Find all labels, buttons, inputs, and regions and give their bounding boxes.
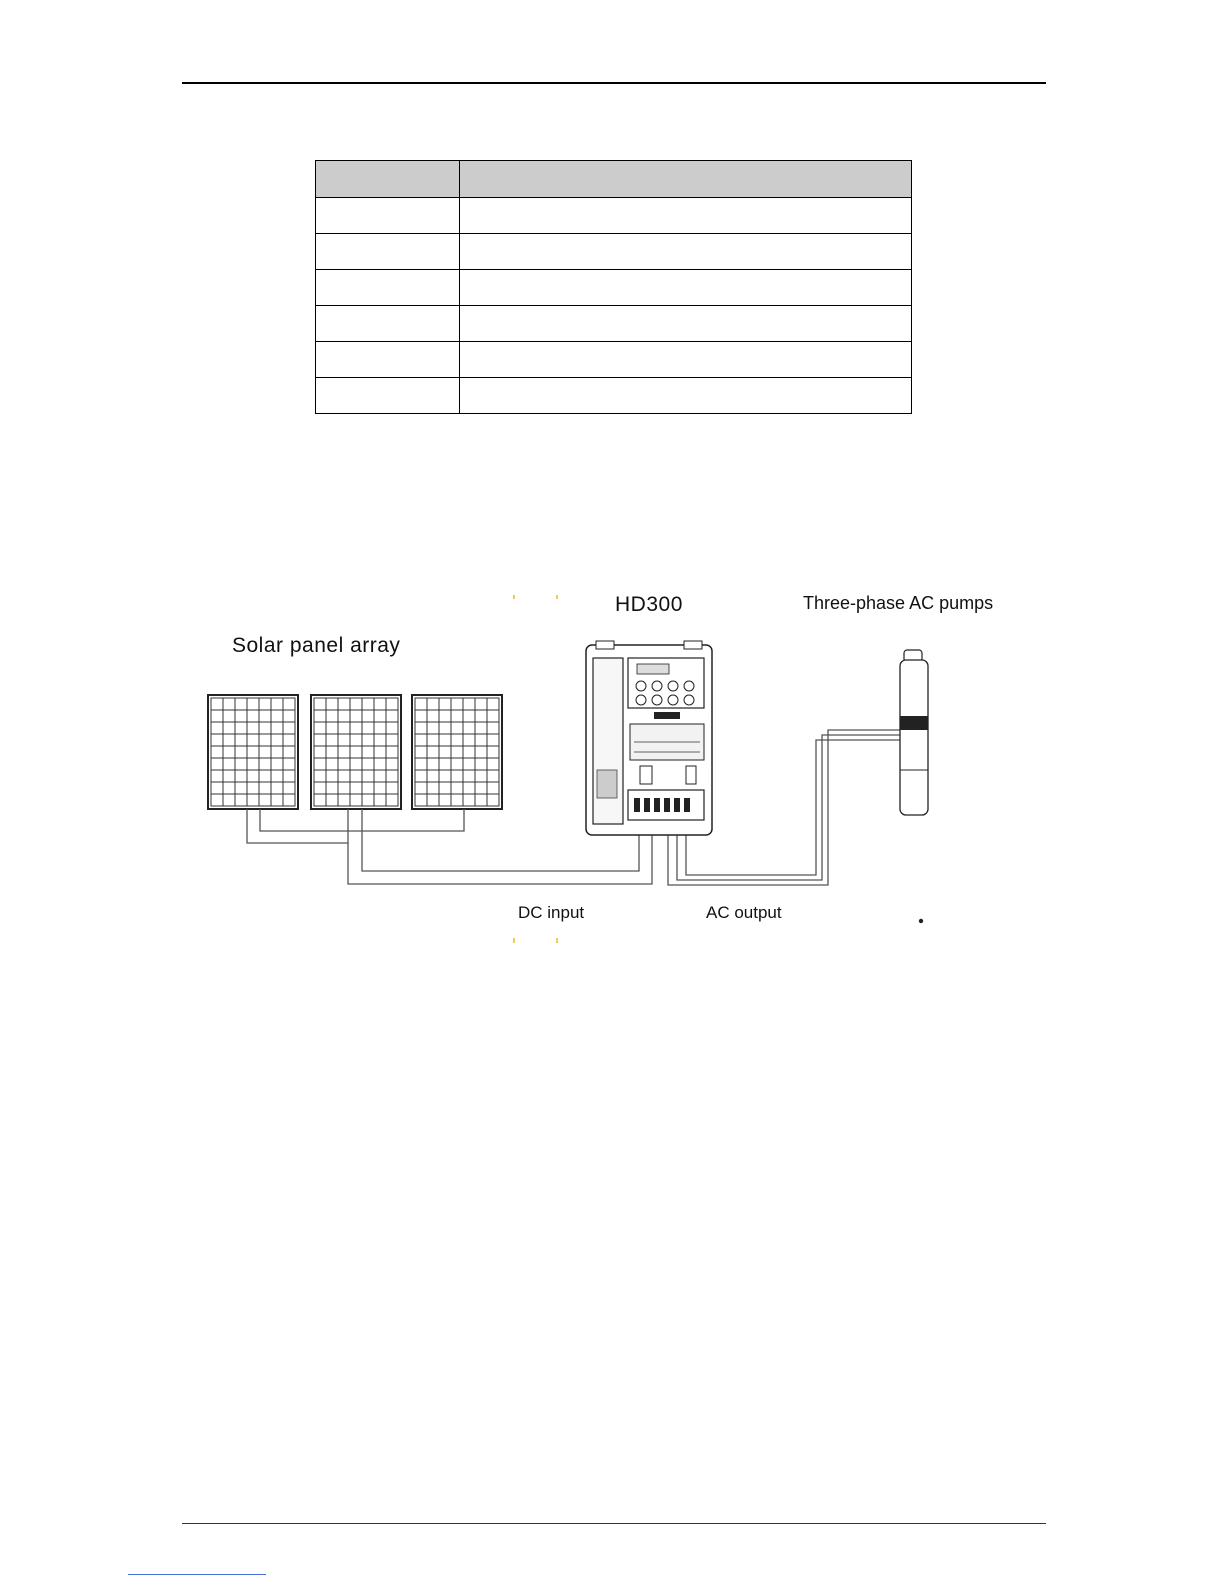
table-cell <box>460 342 912 378</box>
table-cell <box>460 198 912 234</box>
table-cell <box>316 234 460 270</box>
spec-table <box>315 160 912 414</box>
table-cell <box>316 270 460 306</box>
inverter-label: HD300 <box>615 593 683 616</box>
solar-panel <box>412 695 502 809</box>
pump-unit <box>900 650 928 923</box>
table-row <box>316 378 912 414</box>
table-cell <box>460 234 912 270</box>
crop-marks <box>514 595 557 943</box>
table-cell <box>460 306 912 342</box>
dc-input-label: DC input <box>518 903 585 922</box>
solar-array-label: Solar panel array <box>232 634 401 657</box>
table-cell <box>460 270 912 306</box>
pump-label: Three-phase AC pumps <box>803 593 994 613</box>
table-cell <box>460 378 912 414</box>
table-cell <box>316 306 460 342</box>
table-row <box>316 270 912 306</box>
table-cell <box>316 198 460 234</box>
ac-output-label: AC output <box>706 903 782 922</box>
solar-panel <box>208 695 298 809</box>
table-row <box>316 342 912 378</box>
table-header-cell <box>316 161 460 198</box>
solar-panel-array <box>208 695 502 809</box>
table-header-row <box>316 161 912 198</box>
footer-rule <box>182 1523 1046 1524</box>
table-row <box>316 306 912 342</box>
table-row <box>316 234 912 270</box>
header-rule <box>182 82 1046 84</box>
table-cell <box>316 378 460 414</box>
table-row <box>316 198 912 234</box>
solar-panel <box>311 695 401 809</box>
table-header-cell <box>460 161 912 198</box>
system-diagram <box>0 560 1225 960</box>
footer-link-underline[interactable] <box>128 1574 266 1575</box>
inverter-unit <box>586 641 712 835</box>
table-cell <box>316 342 460 378</box>
